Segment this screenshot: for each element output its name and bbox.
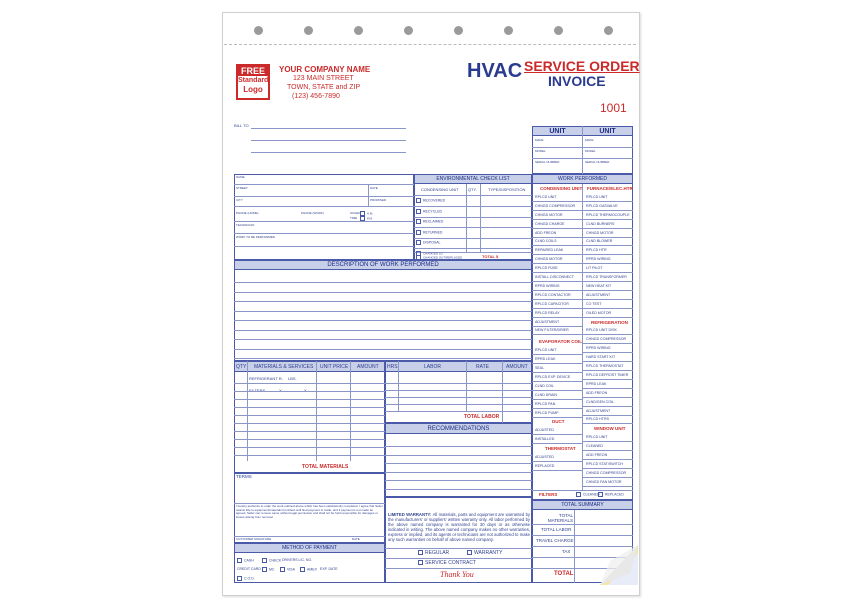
env-item-checkbox[interactable]: [416, 198, 421, 203]
recommendation-line[interactable]: [385, 480, 532, 481]
warranty-option: [467, 550, 502, 556]
divider: [582, 126, 583, 174]
pay-cash: [237, 558, 254, 563]
hrs-head: HRS: [387, 364, 398, 370]
name-label: NAME: [236, 175, 245, 179]
make-label: MAKE: [585, 138, 594, 142]
pm-text: P.M.: [367, 216, 373, 221]
recommendation-line[interactable]: [385, 446, 532, 447]
unit-header-1: UNIT: [532, 126, 583, 136]
work-performed-item[interactable]: RPLCD PUMP: [532, 409, 582, 418]
work-performed-item[interactable]: CHNGD MOTOR: [583, 229, 633, 238]
filters-cleaned: [576, 492, 600, 497]
description-line[interactable]: [234, 301, 532, 302]
punch-hole: [454, 26, 463, 35]
street-label: STREET: [236, 186, 248, 190]
pay-check-text: CHECK: [269, 558, 282, 563]
description-line[interactable]: [234, 292, 532, 293]
divider: [414, 227, 532, 228]
condensing-unit-head: CONDENSING UNIT: [540, 186, 583, 191]
work-performed-item[interactable]: RPLCD THERMOSTAT: [583, 362, 633, 371]
customer-info-box: [234, 174, 414, 260]
regular-checkbox[interactable]: [418, 550, 423, 555]
summary-travel-label: TRAVEL CHARGE: [536, 538, 574, 543]
materials-line[interactable]: [234, 431, 385, 432]
env-chk1-text: CHANGED LO: [423, 251, 443, 256]
bill-to-label: BILL TO: [234, 123, 249, 128]
divider: [414, 206, 532, 207]
work-performed-item[interactable]: RPLCD HTR: [583, 246, 633, 255]
divider: [385, 548, 532, 549]
environmental-title: ENVIRONMENTAL CHECK LIST: [414, 174, 532, 184]
pay-cash-text: CASH: [244, 558, 254, 563]
promised-label: PROMISED: [370, 198, 387, 202]
pay-credit: CREDIT CARD: [237, 567, 261, 571]
description-line[interactable]: [234, 311, 532, 312]
work-performed-item[interactable]: CLND BLOWER: [583, 237, 633, 246]
env-item: [416, 209, 442, 214]
work-performed-item[interactable]: CHNGD CHARGE: [532, 220, 582, 229]
work-performed-item[interactable]: ADJUSTED: [532, 453, 582, 462]
description-line[interactable]: [234, 358, 532, 359]
filters-label: FILTERS: [249, 388, 266, 393]
description-line[interactable]: [234, 330, 532, 331]
description-title: DESCRIPTION OF WORK PERFORMED: [234, 260, 532, 270]
recommendations-title: RECOMMENDATIONS: [385, 423, 532, 434]
warranty-checkbox[interactable]: [467, 550, 472, 555]
materials-line[interactable]: [234, 407, 385, 408]
work-performed-item[interactable]: RPLCD UNIT: [583, 193, 633, 202]
warranty-title: LIMITED WARRANTY:: [388, 512, 432, 517]
summary-total-label: TOTAL: [554, 571, 574, 577]
service-contract-option: [418, 560, 476, 566]
materials-line[interactable]: [234, 439, 385, 440]
recommendation-line[interactable]: [385, 463, 532, 464]
materials-line[interactable]: [234, 399, 385, 400]
pay-mc: [262, 567, 274, 572]
work-performed-item[interactable]: INSTALLED: [532, 435, 582, 444]
refrigerant-label: REFRIGERANT R-: [249, 376, 283, 381]
thermostat-head: THERMOSTAT: [545, 446, 576, 452]
materials-line[interactable]: [234, 447, 385, 448]
work-performed-item[interactable]: CHNGD COMPRESSOR: [583, 335, 633, 344]
model-label: MODEL: [535, 149, 546, 153]
materials-qty-head: QTY: [236, 364, 247, 370]
work-performed-item[interactable]: RPLCD EXP. DEVICE: [532, 373, 582, 382]
work-performed-item[interactable]: CLND DRAIN: [532, 391, 582, 400]
work-performed-item[interactable]: RPLCD CAPACITOR: [532, 300, 582, 309]
visa-checkbox[interactable]: [280, 567, 285, 572]
divider: [385, 568, 532, 569]
service-contract-checkbox[interactable]: [418, 560, 423, 565]
make-label: MAKE: [535, 138, 544, 142]
divider: [234, 196, 414, 197]
pay-visa: [280, 567, 295, 572]
labor-line[interactable]: [385, 397, 532, 398]
work-performed-item[interactable]: NEW HEAT KIT: [583, 282, 633, 291]
work-performed-item[interactable]: CHNGD COMPRESSOR: [532, 202, 582, 211]
work-performed-item[interactable]: CLND BURNERS: [583, 220, 633, 229]
punch-hole: [504, 26, 513, 35]
work-performed-item[interactable]: RPRD LEAK: [532, 355, 582, 364]
check-checkbox[interactable]: [262, 558, 267, 563]
env-item-checkbox[interactable]: [416, 219, 421, 224]
env-item-label: RETURNED: [423, 229, 443, 234]
signature-label: CUSTOMER SIGNATURE: [236, 537, 272, 541]
summary-materials-label: TOTAL MATERIALS: [547, 513, 573, 523]
work-performed-item[interactable]: SEAL: [532, 364, 582, 373]
authorization-text: I hereby authorize to order the work outlined above which has been satisfactorily completed. I agree that Seller retains title to equipment/materials furnished until final payment is made, and if payment is not made as agreed, Seller can remove same without legal permission and shall not be held responsible for damages or losses arising from removal.: [236, 505, 383, 519]
x-label: X: [279, 388, 282, 393]
signature-date-label: DATE: [352, 537, 360, 541]
work-performed-item[interactable]: ADD FREON: [583, 389, 633, 398]
punch-hole: [604, 26, 613, 35]
work-performed-item[interactable]: RPLCD TRANSFORMER: [583, 273, 633, 282]
filters-replaced: [598, 492, 624, 497]
work-performed-item[interactable]: CLEANED: [583, 442, 633, 451]
work-performed-item[interactable]: CLND COIL: [532, 382, 582, 391]
perforation-line: [224, 44, 636, 45]
description-line[interactable]: [234, 320, 532, 321]
unit-header-2: UNIT: [582, 126, 633, 136]
divider: [532, 158, 633, 159]
unit-price-head: UNIT PRICE: [320, 364, 349, 370]
city-label: CITY: [236, 198, 243, 202]
technician-label: TECHNICIAN: [236, 223, 255, 227]
punch-hole: [354, 26, 363, 35]
pay-exp: EXP. DATE: [320, 567, 338, 571]
punch-hole: [254, 26, 263, 35]
work-performed-item[interactable]: NEW FILTER/DRIER: [532, 326, 582, 335]
env-item-label: RECOVERED: [423, 198, 446, 203]
service-contract-text: SERVICE CONTRACT: [425, 560, 477, 566]
divider: [532, 147, 633, 148]
work-label: WORK TO BE PERFORMED: [236, 235, 276, 239]
work-performed-item[interactable]: ADJUSTMENT: [583, 407, 633, 416]
payment-title: METHOD OF PAYMENT: [234, 543, 385, 553]
divider: [247, 361, 248, 461]
work-performed-title: WORK PERFORMED: [532, 174, 633, 184]
bill-to-line: [251, 140, 406, 141]
work-performed-item[interactable]: LIT PILOT: [583, 264, 633, 273]
duct-head: DUCT: [552, 419, 565, 425]
work-performed-item[interactable]: RPLCD THERMOCOUPLE: [583, 211, 633, 220]
amount-head: AMOUNT: [357, 364, 379, 370]
window-unit-head: WINDOW UNIT: [594, 426, 626, 432]
hvac-title: HVAC: [467, 60, 523, 82]
punch-hole: [404, 26, 413, 35]
materials-line[interactable]: [234, 455, 385, 456]
filters-replaced-text: REPLACED: [605, 492, 624, 497]
warranty-body: All materials, parts and equipment are warranted by the manufacturers' or suppliers' written warranty only. All labor performed by the above named company is warranted for 30 days or as otherwise indicated in writing. The above named company makes no other warranties, express or implied, and its agents or technicians are not authorized to make any such warranties on behalf of above named company.: [388, 512, 530, 542]
pay-drivers: DRIVERS LIC. NO.: [282, 558, 313, 562]
pay-mc-text: MC: [269, 567, 275, 572]
env-item: [416, 219, 443, 224]
env-item-label: RECYCLED: [423, 208, 443, 213]
labor-head: LABOR: [424, 364, 441, 370]
divider: [234, 206, 414, 207]
divider: [385, 558, 532, 559]
work-performed-item[interactable]: RPLCD CONTACTOR: [532, 291, 582, 300]
work-performed-item[interactable]: RPLCD UNIT: [583, 433, 633, 442]
pay-amex-text: AMEX: [307, 567, 317, 572]
work-performed-item[interactable]: INSTALL DISCONNECT: [532, 273, 582, 282]
punch-hole: [304, 26, 313, 35]
logo-badge: [236, 64, 270, 100]
description-line[interactable]: [234, 282, 532, 283]
filters-cleaned-checkbox[interactable]: [576, 492, 581, 497]
work-performed-item[interactable]: REPAIRED LEAK: [532, 246, 582, 255]
invoice-number: 1001: [600, 101, 627, 115]
env-item-checkbox[interactable]: [416, 230, 421, 235]
recommendation-line[interactable]: [385, 489, 532, 490]
bill-to-line: [251, 152, 406, 153]
divider: [234, 246, 414, 247]
lbs-label: LBS.: [288, 376, 297, 381]
divider: [234, 221, 414, 222]
env-col-type: TYPE/DISPOSITION: [488, 187, 526, 192]
materials-line[interactable]: [234, 383, 385, 384]
divider: [234, 503, 385, 504]
divider: [234, 184, 414, 185]
work-performed-item[interactable]: RPLCD PAN: [532, 400, 582, 409]
divider: [368, 184, 369, 206]
serial-label: SERIAL NUMBER: [535, 160, 560, 164]
work-performed-item[interactable]: CHNGD COMPRESSOR: [583, 469, 633, 478]
env-item-checkbox[interactable]: [416, 240, 421, 245]
evaporator-coil-head: EVAPORATOR COIL: [539, 339, 583, 345]
work-performed-item[interactable]: CHNGD FAN MOTOR: [583, 478, 633, 487]
date-label: DATE: [370, 186, 378, 190]
regular-option: [418, 550, 449, 556]
work-performed-item[interactable]: RPLCD RELAY: [532, 309, 582, 318]
warranty-option-text: WARRANTY: [474, 550, 503, 556]
env-item-checkbox[interactable]: [416, 209, 421, 214]
filters-cleaned-text: CLEANED: [583, 492, 600, 497]
work-performed-item[interactable]: CLND COILS: [532, 237, 582, 246]
divider: [350, 361, 351, 461]
time-label: TIME: [350, 216, 358, 220]
divider: [532, 535, 633, 536]
labor-line[interactable]: [385, 411, 532, 412]
pay-visa-text: VISA: [287, 567, 295, 572]
serial-label: SERIAL NUMBER: [585, 160, 610, 164]
work-performed-item[interactable]: RPRD WIRING: [532, 282, 582, 291]
recommendation-line[interactable]: [385, 455, 532, 456]
summary-tax-label: TAX: [562, 549, 571, 554]
logo-text: Logo: [243, 85, 263, 94]
work-performed-item[interactable]: ADJUSTMENT: [532, 318, 582, 327]
divider: [414, 217, 532, 218]
work-performed-item[interactable]: RPLCD FUSE: [532, 264, 582, 273]
am-text: A.M.: [367, 211, 374, 216]
x-label: X: [304, 388, 307, 393]
work-performed-item[interactable]: CHNGD MOTOR: [532, 255, 582, 264]
regular-text: REGULAR: [425, 550, 450, 556]
work-performed-item[interactable]: RPLCD UNIT: [532, 193, 582, 202]
labor-line[interactable]: [385, 390, 532, 391]
env-item: [416, 230, 442, 235]
summary-title: TOTAL SUMMARY: [532, 500, 633, 510]
work-performed-item[interactable]: RPLCD STAT/SWITCH: [583, 460, 633, 469]
work-performed-item[interactable]: RPRD WIRING: [583, 344, 633, 353]
total-materials-label: TOTAL MATERIALS: [302, 464, 349, 470]
summary-labor-label: TOTAL LABOR: [541, 527, 572, 532]
env-item-label: RECLAIMED: [423, 219, 444, 224]
work-performed-item[interactable]: HARD START KIT: [583, 353, 633, 362]
logo-standard: Standard: [238, 77, 269, 84]
sched-label: SCHED.: [350, 211, 362, 215]
work-performed-item[interactable]: CLND/GEN COIL: [583, 398, 633, 407]
work-performed-item[interactable]: RPLCD DEFROST TIMER: [583, 371, 633, 380]
divider: [502, 361, 503, 423]
labor-amount-head: AMOUNT: [506, 364, 528, 370]
work-performed-item[interactable]: ADD FREON: [583, 451, 633, 460]
terms-label: TERMS: [236, 474, 252, 479]
pay-amex: [300, 567, 317, 572]
pay-check: [262, 558, 281, 563]
amex-checkbox[interactable]: [300, 567, 305, 572]
recommendation-line[interactable]: [385, 472, 532, 473]
phone-home-label: PHONE (HOME): [236, 211, 259, 215]
env-total: TOTAL $: [482, 254, 499, 259]
work-performed-item[interactable]: ADJUSTED: [532, 426, 582, 435]
env-item-label: DISPOSAL: [423, 240, 441, 245]
company-name: YOUR COMPANY NAME: [279, 65, 371, 74]
description-line[interactable]: [234, 349, 532, 350]
pay-cod-text: C.O.D.: [244, 576, 255, 581]
work-performed-item[interactable]: CHNGD MOTOR: [532, 211, 582, 220]
labor-line[interactable]: [385, 404, 532, 405]
env-col-condensing: CONDENSING UNIT: [421, 187, 459, 192]
logo-free: FREE: [238, 66, 268, 76]
rate-head: RATE: [476, 364, 489, 370]
work-performed-item[interactable]: OILED MOTOR: [583, 309, 633, 318]
work-performed-item[interactable]: ADJUSTMENT: [583, 291, 633, 300]
invoice-title: INVOICE: [548, 73, 606, 89]
divider: [466, 184, 467, 252]
divider: [414, 195, 532, 196]
page-curl: [600, 545, 638, 585]
work-performed-item[interactable]: RPLCD UNIT: [532, 346, 582, 355]
work-performed-item[interactable]: RPLCD GASVALVE: [583, 202, 633, 211]
work-performed-item[interactable]: RPLCD UNIT DISK: [583, 326, 633, 335]
work-performed-item[interactable]: RPRD LEAK: [583, 380, 633, 389]
env-item: [416, 198, 445, 203]
divider: [480, 184, 481, 252]
materials-title: MATERIALS & SERVICES: [254, 364, 314, 370]
work-performed-item[interactable]: RPRD WIRING: [583, 255, 633, 264]
work-performed-item[interactable]: ADD FREON: [532, 229, 582, 238]
materials-line[interactable]: [234, 415, 385, 416]
labor-line[interactable]: [385, 383, 532, 384]
divider: [414, 248, 532, 249]
work-performed-item[interactable]: RPLCD HTRS: [583, 415, 633, 424]
filters-replaced-checkbox[interactable]: [598, 492, 603, 497]
mc-checkbox[interactable]: [262, 567, 267, 572]
cod-checkbox[interactable]: [237, 576, 242, 581]
divider: [532, 524, 633, 525]
phone-work-label: PHONE (WORK): [301, 211, 324, 215]
work-performed-item[interactable]: CO TEST: [583, 300, 633, 309]
pay-cod: [237, 576, 255, 581]
materials-line[interactable]: [234, 423, 385, 424]
divider: [234, 233, 414, 234]
thank-you: Thank You: [440, 570, 474, 579]
filters-head: FILTERS: [539, 492, 558, 497]
company-city: TOWN, STATE and ZIP: [287, 84, 361, 91]
env-col-qty: QTY.: [468, 187, 477, 192]
bill-to-line: [251, 128, 406, 129]
divider: [414, 238, 532, 239]
service-order-title: SERVICE ORDER: [524, 58, 640, 74]
company-street: 123 MAIN STREET: [293, 75, 354, 82]
recommendations-box: [385, 423, 532, 497]
total-labor-label: TOTAL LABOR: [464, 414, 500, 420]
furnace-head: FURNACE/ELEC.HTR: [587, 186, 633, 191]
page-curl-graphic: [600, 545, 638, 585]
refrigeration-head: REFRIGERATION: [591, 319, 628, 325]
model-label: MODEL: [585, 149, 596, 153]
divider: [532, 490, 633, 491]
company-phone: (123) 456-7890: [292, 93, 340, 100]
warranty-text: [388, 512, 530, 548]
cash-checkbox[interactable]: [237, 558, 242, 563]
env-item: [416, 240, 441, 245]
materials-line[interactable]: [234, 391, 385, 392]
punch-hole: [554, 26, 563, 35]
work-performed-item[interactable]: REPLACED: [532, 462, 582, 471]
description-line[interactable]: [234, 339, 532, 340]
env-chk2-text: CHANGED OUT/REPLACED: [423, 255, 463, 260]
divider: [316, 361, 317, 461]
